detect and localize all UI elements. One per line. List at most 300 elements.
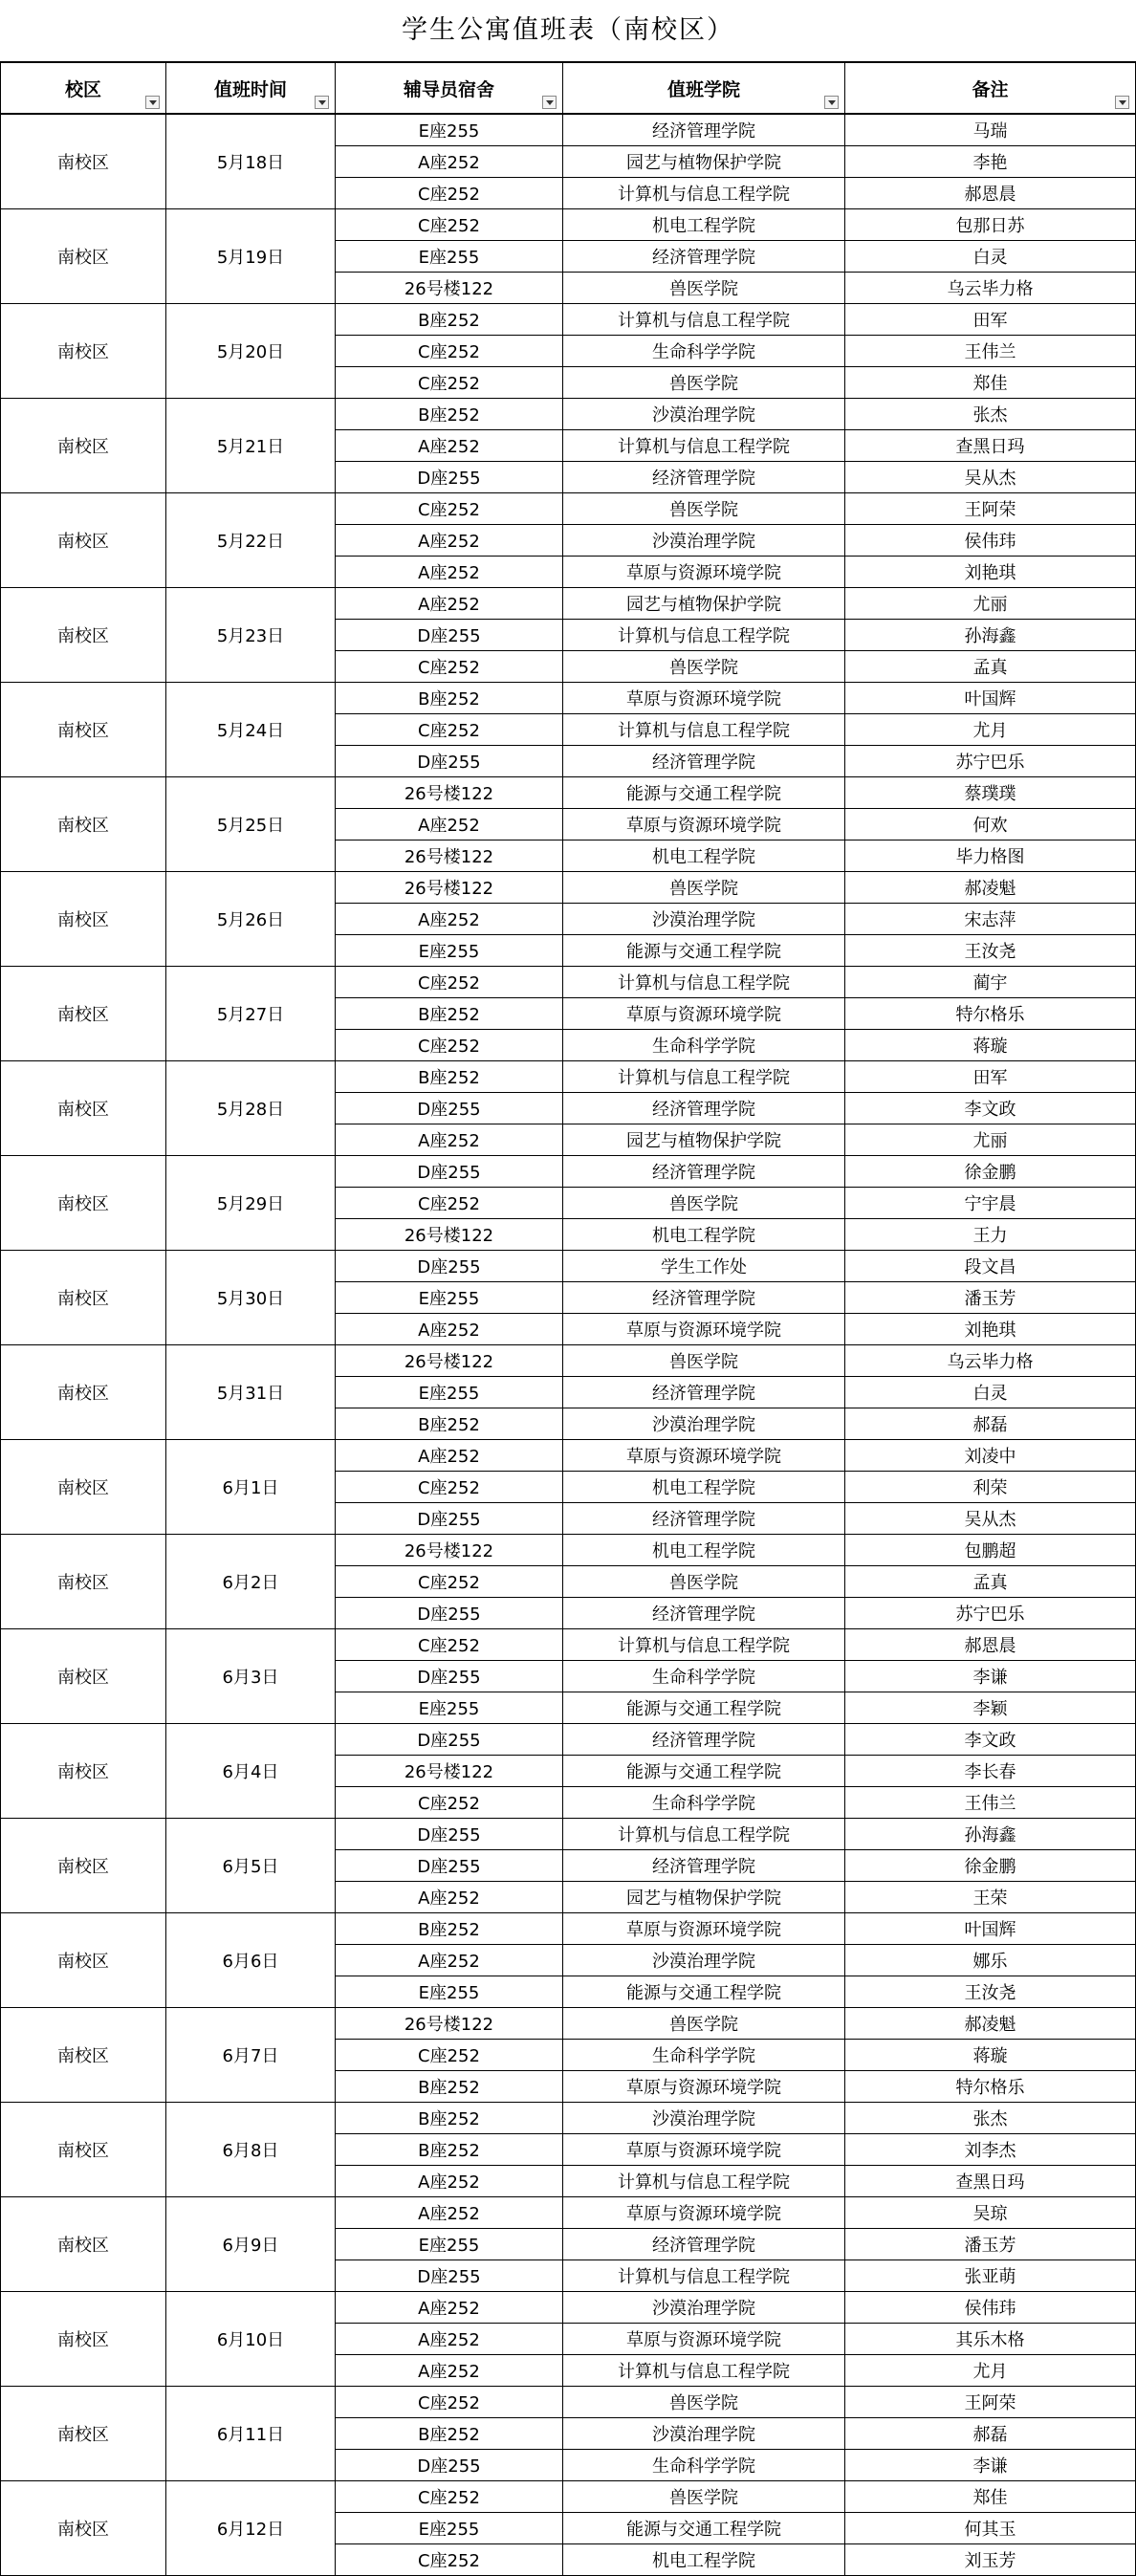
remark-cell[interactable]: 郝恩晨 bbox=[845, 178, 1136, 209]
table-row bbox=[1, 1440, 1136, 1472]
dorm-cell[interactable]: D座255 bbox=[336, 2260, 563, 2292]
campus-cell[interactable]: 南校区 bbox=[1, 399, 166, 493]
dorm-cell[interactable]: D座255 bbox=[336, 1598, 563, 1629]
college-cell[interactable]: 机电工程学院 bbox=[563, 1219, 845, 1251]
college-cell[interactable]: 计算机与信息工程学院 bbox=[563, 1629, 845, 1661]
dorm-cell[interactable]: C座252 bbox=[336, 2481, 563, 2513]
dorm-cell[interactable]: B座252 bbox=[336, 1408, 563, 1440]
college-cell[interactable]: 兽医学院 bbox=[563, 493, 845, 525]
dorm-cell[interactable]: D座255 bbox=[336, 462, 563, 493]
remark-cell[interactable]: 刘李杰 bbox=[845, 2134, 1136, 2166]
filter-dropdown-icon[interactable] bbox=[315, 96, 329, 109]
dorm-cell[interactable]: B座252 bbox=[336, 683, 563, 714]
dorm-cell[interactable]: D座255 bbox=[336, 2450, 563, 2481]
dorm-cell[interactable]: 26号楼122 bbox=[336, 840, 563, 872]
dorm-cell[interactable]: 26号楼122 bbox=[336, 273, 563, 304]
college-cell[interactable]: 能源与交通工程学院 bbox=[563, 1756, 845, 1787]
remark-cell[interactable]: 吴从杰 bbox=[845, 462, 1136, 493]
filter-dropdown-icon[interactable] bbox=[542, 96, 557, 109]
college-cell[interactable]: 经济管理学院 bbox=[563, 462, 845, 493]
dorm-cell[interactable]: B座252 bbox=[336, 2071, 563, 2103]
remark-cell[interactable]: 李文政 bbox=[845, 1724, 1136, 1756]
college-cell[interactable]: 经济管理学院 bbox=[563, 241, 845, 273]
campus-cell[interactable]: 南校区 bbox=[1, 2008, 166, 2103]
dorm-cell[interactable]: E座255 bbox=[336, 935, 563, 967]
date-cell[interactable]: 6月11日 bbox=[166, 2387, 336, 2481]
college-cell[interactable]: 兽医学院 bbox=[563, 1345, 845, 1377]
remark-cell[interactable]: 尤丽 bbox=[845, 1124, 1136, 1156]
college-cell[interactable]: 经济管理学院 bbox=[563, 1156, 845, 1188]
college-cell[interactable]: 经济管理学院 bbox=[563, 1598, 845, 1629]
dorm-cell[interactable]: E座255 bbox=[336, 1282, 563, 1314]
dorm-cell[interactable]: B座252 bbox=[336, 399, 563, 430]
remark-cell[interactable]: 蒋璇 bbox=[845, 2040, 1136, 2071]
dorm-cell[interactable]: C座252 bbox=[336, 2387, 563, 2418]
dorm-cell[interactable]: D座255 bbox=[336, 1156, 563, 1188]
college-cell[interactable]: 园艺与植物保护学院 bbox=[563, 588, 845, 620]
remark-cell[interactable]: 张杰 bbox=[845, 2103, 1136, 2134]
remark-cell[interactable]: 蔡璞璞 bbox=[845, 777, 1136, 809]
college-cell[interactable]: 经济管理学院 bbox=[563, 1503, 845, 1535]
college-cell[interactable]: 机电工程学院 bbox=[563, 1472, 845, 1503]
dorm-cell[interactable]: C座252 bbox=[336, 1472, 563, 1503]
remark-cell[interactable]: 刘玉芳 bbox=[845, 2544, 1136, 2576]
date-cell[interactable]: 5月31日 bbox=[166, 1345, 336, 1440]
date-cell[interactable]: 5月19日 bbox=[166, 209, 336, 304]
dorm-cell[interactable]: C座252 bbox=[336, 1030, 563, 1061]
college-cell[interactable]: 兽医学院 bbox=[563, 2008, 845, 2040]
college-cell[interactable]: 经济管理学院 bbox=[563, 1282, 845, 1314]
dorm-cell[interactable]: 26号楼122 bbox=[336, 777, 563, 809]
college-cell[interactable]: 沙漠治理学院 bbox=[563, 1945, 845, 1976]
dorm-cell[interactable]: B座252 bbox=[336, 1061, 563, 1093]
dorm-cell[interactable]: C座252 bbox=[336, 209, 563, 241]
date-cell[interactable]: 6月5日 bbox=[166, 1819, 336, 1913]
dorm-cell[interactable]: 26号楼122 bbox=[336, 2008, 563, 2040]
remark-cell[interactable]: 其乐木格 bbox=[845, 2324, 1136, 2355]
campus-cell[interactable]: 南校区 bbox=[1, 1156, 166, 1251]
column-header-college: 值班学院 bbox=[563, 62, 845, 114]
remark-cell[interactable]: 何其玉 bbox=[845, 2513, 1136, 2544]
college-cell[interactable]: 计算机与信息工程学院 bbox=[563, 2260, 845, 2292]
dorm-cell[interactable]: E座255 bbox=[336, 2229, 563, 2260]
remark-cell[interactable]: 郝恩晨 bbox=[845, 1629, 1136, 1661]
college-cell[interactable]: 能源与交通工程学院 bbox=[563, 935, 845, 967]
remark-cell[interactable]: 郑佳 bbox=[845, 2481, 1136, 2513]
remark-cell[interactable]: 吴琼 bbox=[845, 2197, 1136, 2229]
college-cell[interactable]: 计算机与信息工程学院 bbox=[563, 430, 845, 462]
campus-cell[interactable]: 南校区 bbox=[1, 1913, 166, 2008]
dorm-cell[interactable]: A座252 bbox=[336, 1882, 563, 1913]
dorm-cell[interactable]: A座252 bbox=[336, 1124, 563, 1156]
dorm-cell[interactable]: A座252 bbox=[336, 2166, 563, 2197]
remark-cell[interactable]: 田军 bbox=[845, 1061, 1136, 1093]
campus-cell[interactable]: 南校区 bbox=[1, 2387, 166, 2481]
remark-cell[interactable]: 王阿荣 bbox=[845, 493, 1136, 525]
remark-cell[interactable]: 毕力格图 bbox=[845, 840, 1136, 872]
date-cell[interactable]: 6月12日 bbox=[166, 2481, 336, 2576]
remark-cell[interactable]: 王伟兰 bbox=[845, 336, 1136, 367]
dorm-cell[interactable]: A座252 bbox=[336, 1945, 563, 1976]
college-cell[interactable]: 草原与资源环境学院 bbox=[563, 2071, 845, 2103]
dorm-cell[interactable]: C座252 bbox=[336, 2544, 563, 2576]
college-cell[interactable]: 计算机与信息工程学院 bbox=[563, 620, 845, 651]
college-cell[interactable]: 草原与资源环境学院 bbox=[563, 809, 845, 840]
dorm-cell[interactable]: B座252 bbox=[336, 998, 563, 1030]
remark-cell[interactable]: 马瑞 bbox=[845, 114, 1136, 146]
remark-cell[interactable]: 郝凌魁 bbox=[845, 872, 1136, 904]
college-cell[interactable]: 能源与交通工程学院 bbox=[563, 1976, 845, 2008]
college-cell[interactable]: 机电工程学院 bbox=[563, 1535, 845, 1566]
college-cell[interactable]: 计算机与信息工程学院 bbox=[563, 714, 845, 746]
college-cell[interactable]: 计算机与信息工程学院 bbox=[563, 304, 845, 336]
campus-cell[interactable]: 南校区 bbox=[1, 1345, 166, 1440]
college-cell[interactable]: 草原与资源环境学院 bbox=[563, 1440, 845, 1472]
remark-cell[interactable]: 乌云毕力格 bbox=[845, 1345, 1136, 1377]
college-cell[interactable]: 经济管理学院 bbox=[563, 1850, 845, 1882]
remark-cell[interactable]: 孙海鑫 bbox=[845, 620, 1136, 651]
date-cell[interactable]: 5月23日 bbox=[166, 588, 336, 683]
college-cell[interactable]: 草原与资源环境学院 bbox=[563, 998, 845, 1030]
dorm-cell[interactable]: A座252 bbox=[336, 430, 563, 462]
remark-cell[interactable]: 利荣 bbox=[845, 1472, 1136, 1503]
remark-cell[interactable]: 特尔格乐 bbox=[845, 2071, 1136, 2103]
remark-cell[interactable]: 潘玉芳 bbox=[845, 1282, 1136, 1314]
college-cell[interactable]: 沙漠治理学院 bbox=[563, 2418, 845, 2450]
dorm-cell[interactable]: C座252 bbox=[336, 367, 563, 399]
college-cell[interactable]: 兽医学院 bbox=[563, 273, 845, 304]
dorm-cell[interactable]: C座252 bbox=[336, 1188, 563, 1219]
remark-cell[interactable]: 苏宁巴乐 bbox=[845, 746, 1136, 777]
college-cell[interactable]: 兽医学院 bbox=[563, 367, 845, 399]
college-cell[interactable]: 经济管理学院 bbox=[563, 1724, 845, 1756]
remark-cell[interactable]: 李文政 bbox=[845, 1093, 1136, 1124]
dorm-cell[interactable]: A座252 bbox=[336, 588, 563, 620]
college-cell[interactable]: 草原与资源环境学院 bbox=[563, 2324, 845, 2355]
dorm-cell[interactable]: E座255 bbox=[336, 114, 563, 146]
college-cell[interactable]: 草原与资源环境学院 bbox=[563, 1913, 845, 1945]
college-cell[interactable]: 兽医学院 bbox=[563, 651, 845, 683]
dorm-cell[interactable]: C座252 bbox=[336, 967, 563, 998]
date-cell[interactable]: 5月22日 bbox=[166, 493, 336, 588]
college-cell[interactable]: 经济管理学院 bbox=[563, 1093, 845, 1124]
dorm-cell[interactable]: C座252 bbox=[336, 1629, 563, 1661]
remark-cell[interactable]: 孟真 bbox=[845, 651, 1136, 683]
college-cell[interactable]: 生命科学学院 bbox=[563, 2040, 845, 2071]
remark-cell[interactable]: 刘艳琪 bbox=[845, 1314, 1136, 1345]
dorm-cell[interactable]: E座255 bbox=[336, 1692, 563, 1724]
dorm-cell[interactable]: D座255 bbox=[336, 1850, 563, 1882]
dorm-cell[interactable]: A座252 bbox=[336, 809, 563, 840]
campus-cell[interactable]: 南校区 bbox=[1, 777, 166, 872]
college-cell[interactable]: 园艺与植物保护学院 bbox=[563, 1124, 845, 1156]
remark-cell[interactable]: 娜乐 bbox=[845, 1945, 1136, 1976]
date-cell[interactable]: 5月28日 bbox=[166, 1061, 336, 1156]
dorm-cell[interactable]: A座252 bbox=[336, 904, 563, 935]
date-cell[interactable]: 6月9日 bbox=[166, 2197, 336, 2292]
remark-cell[interactable]: 李长春 bbox=[845, 1756, 1136, 1787]
college-cell[interactable]: 生命科学学院 bbox=[563, 1787, 845, 1819]
date-cell[interactable]: 6月4日 bbox=[166, 1724, 336, 1819]
filter-dropdown-icon[interactable] bbox=[145, 96, 160, 109]
dorm-cell[interactable]: C座252 bbox=[336, 651, 563, 683]
college-cell[interactable]: 经济管理学院 bbox=[563, 746, 845, 777]
college-cell[interactable]: 计算机与信息工程学院 bbox=[563, 178, 845, 209]
college-cell[interactable]: 兽医学院 bbox=[563, 1188, 845, 1219]
remark-cell[interactable]: 潘玉芳 bbox=[845, 2229, 1136, 2260]
remark-cell[interactable]: 尤月 bbox=[845, 2355, 1136, 2387]
college-cell[interactable]: 生命科学学院 bbox=[563, 2450, 845, 2481]
dorm-cell[interactable]: A座252 bbox=[336, 2197, 563, 2229]
table-row bbox=[1, 588, 1136, 620]
remark-cell[interactable]: 白灵 bbox=[845, 241, 1136, 273]
campus-cell[interactable]: 南校区 bbox=[1, 2103, 166, 2197]
remark-cell[interactable]: 侯伟玮 bbox=[845, 2292, 1136, 2324]
dorm-cell[interactable]: B座252 bbox=[336, 304, 563, 336]
remark-cell[interactable]: 查黑日玛 bbox=[845, 430, 1136, 462]
date-cell[interactable]: 5月26日 bbox=[166, 872, 336, 967]
campus-cell[interactable]: 南校区 bbox=[1, 1819, 166, 1913]
college-cell[interactable]: 沙漠治理学院 bbox=[563, 399, 845, 430]
remark-cell[interactable]: 叶国辉 bbox=[845, 1913, 1136, 1945]
date-cell[interactable]: 5月27日 bbox=[166, 967, 336, 1061]
date-cell[interactable]: 6月6日 bbox=[166, 1913, 336, 2008]
college-cell[interactable]: 计算机与信息工程学院 bbox=[563, 2166, 845, 2197]
table-body bbox=[1, 114, 1136, 2576]
campus-cell[interactable]: 南校区 bbox=[1, 967, 166, 1061]
college-cell[interactable]: 能源与交通工程学院 bbox=[563, 777, 845, 809]
college-cell[interactable]: 能源与交通工程学院 bbox=[563, 1692, 845, 1724]
remark-cell[interactable]: 孙海鑫 bbox=[845, 1819, 1136, 1850]
college-cell[interactable]: 沙漠治理学院 bbox=[563, 2292, 845, 2324]
dorm-cell[interactable]: B座252 bbox=[336, 2418, 563, 2450]
college-cell[interactable]: 沙漠治理学院 bbox=[563, 2103, 845, 2134]
remark-cell[interactable]: 郝磊 bbox=[845, 1408, 1136, 1440]
dorm-cell[interactable]: B座252 bbox=[336, 2103, 563, 2134]
remark-cell[interactable]: 张杰 bbox=[845, 399, 1136, 430]
college-cell[interactable]: 草原与资源环境学院 bbox=[563, 2134, 845, 2166]
sheet-title: 学生公寓值班表（南校区） bbox=[402, 15, 734, 45]
filter-dropdown-icon[interactable] bbox=[824, 96, 839, 109]
date-cell[interactable]: 5月30日 bbox=[166, 1251, 336, 1345]
college-cell[interactable]: 兽医学院 bbox=[563, 2481, 845, 2513]
dorm-cell[interactable]: A座252 bbox=[336, 525, 563, 557]
college-cell[interactable]: 计算机与信息工程学院 bbox=[563, 1819, 845, 1850]
campus-cell[interactable]: 南校区 bbox=[1, 1440, 166, 1535]
dorm-cell[interactable]: D座255 bbox=[336, 1503, 563, 1535]
dorm-cell[interactable]: C座252 bbox=[336, 714, 563, 746]
remark-cell[interactable]: 吴从杰 bbox=[845, 1503, 1136, 1535]
remark-cell[interactable]: 王荣 bbox=[845, 1882, 1136, 1913]
college-cell[interactable]: 沙漠治理学院 bbox=[563, 525, 845, 557]
campus-cell[interactable]: 南校区 bbox=[1, 2197, 166, 2292]
college-cell[interactable]: 园艺与植物保护学院 bbox=[563, 1882, 845, 1913]
college-cell[interactable]: 生命科学学院 bbox=[563, 1661, 845, 1692]
date-cell[interactable]: 5月21日 bbox=[166, 399, 336, 493]
dorm-cell[interactable]: E座255 bbox=[336, 1377, 563, 1408]
college-cell[interactable]: 生命科学学院 bbox=[563, 336, 845, 367]
college-cell[interactable]: 兽医学院 bbox=[563, 2387, 845, 2418]
dorm-cell[interactable]: D座255 bbox=[336, 1093, 563, 1124]
filter-dropdown-icon[interactable] bbox=[1115, 96, 1129, 109]
dorm-cell[interactable]: D座255 bbox=[336, 1251, 563, 1282]
campus-cell[interactable]: 南校区 bbox=[1, 1251, 166, 1345]
remark-cell[interactable]: 刘凌中 bbox=[845, 1440, 1136, 1472]
campus-cell[interactable]: 南校区 bbox=[1, 1061, 166, 1156]
dorm-cell[interactable]: A座252 bbox=[336, 2324, 563, 2355]
campus-cell[interactable]: 南校区 bbox=[1, 2292, 166, 2387]
remark-cell[interactable]: 郝磊 bbox=[845, 2418, 1136, 2450]
remark-cell[interactable]: 李谦 bbox=[845, 2450, 1136, 2481]
remark-cell[interactable]: 蒋璇 bbox=[845, 1030, 1136, 1061]
date-cell[interactable]: 5月29日 bbox=[166, 1156, 336, 1251]
remark-cell[interactable]: 徐金鹏 bbox=[845, 1156, 1136, 1188]
dorm-cell[interactable]: E座255 bbox=[336, 1976, 563, 2008]
dorm-cell[interactable]: C座252 bbox=[336, 493, 563, 525]
college-cell[interactable]: 园艺与植物保护学院 bbox=[563, 146, 845, 178]
dorm-cell[interactable]: C座252 bbox=[336, 178, 563, 209]
dorm-cell[interactable]: D座255 bbox=[336, 1819, 563, 1850]
dorm-cell[interactable]: C座252 bbox=[336, 1566, 563, 1598]
date-cell[interactable]: 6月2日 bbox=[166, 1535, 336, 1629]
remark-cell[interactable]: 包那日苏 bbox=[845, 209, 1136, 241]
dorm-cell[interactable]: A座252 bbox=[336, 2292, 563, 2324]
column-header-remark: 备注 bbox=[845, 62, 1136, 114]
remark-cell[interactable]: 张亚萌 bbox=[845, 2260, 1136, 2292]
college-cell[interactable]: 计算机与信息工程学院 bbox=[563, 1061, 845, 1093]
remark-cell[interactable]: 田军 bbox=[845, 304, 1136, 336]
remark-cell[interactable]: 宁宇晨 bbox=[845, 1188, 1136, 1219]
dorm-cell[interactable]: A座252 bbox=[336, 146, 563, 178]
remark-cell[interactable]: 包鹏超 bbox=[845, 1535, 1136, 1566]
dorm-cell[interactable]: D座255 bbox=[336, 620, 563, 651]
dorm-cell[interactable]: A座252 bbox=[336, 1314, 563, 1345]
college-cell[interactable]: 经济管理学院 bbox=[563, 2229, 845, 2260]
college-cell[interactable]: 草原与资源环境学院 bbox=[563, 683, 845, 714]
remark-cell[interactable]: 徐金鹏 bbox=[845, 1850, 1136, 1882]
dorm-cell[interactable]: B座252 bbox=[336, 1913, 563, 1945]
dorm-cell[interactable]: 26号楼122 bbox=[336, 1756, 563, 1787]
dorm-cell[interactable]: D座255 bbox=[336, 1661, 563, 1692]
college-cell[interactable]: 计算机与信息工程学院 bbox=[563, 967, 845, 998]
dorm-cell[interactable]: E座255 bbox=[336, 241, 563, 273]
dorm-cell[interactable]: D座255 bbox=[336, 1724, 563, 1756]
college-cell[interactable]: 草原与资源环境学院 bbox=[563, 2197, 845, 2229]
remark-cell[interactable]: 王伟兰 bbox=[845, 1787, 1136, 1819]
dorm-cell[interactable]: B座252 bbox=[336, 2134, 563, 2166]
dorm-cell[interactable]: A座252 bbox=[336, 1440, 563, 1472]
remark-cell[interactable]: 尤丽 bbox=[845, 588, 1136, 620]
remark-cell[interactable]: 王汝尧 bbox=[845, 935, 1136, 967]
campus-cell[interactable]: 南校区 bbox=[1, 114, 166, 209]
remark-cell[interactable]: 郑佳 bbox=[845, 367, 1136, 399]
remark-cell[interactable]: 王阿荣 bbox=[845, 2387, 1136, 2418]
campus-cell[interactable]: 南校区 bbox=[1, 588, 166, 683]
date-cell[interactable]: 6月10日 bbox=[166, 2292, 336, 2387]
college-cell[interactable]: 生命科学学院 bbox=[563, 1030, 845, 1061]
remark-cell[interactable]: 蔺宇 bbox=[845, 967, 1136, 998]
college-cell[interactable]: 机电工程学院 bbox=[563, 209, 845, 241]
remark-cell[interactable]: 刘艳琪 bbox=[845, 557, 1136, 588]
college-cell[interactable]: 草原与资源环境学院 bbox=[563, 1314, 845, 1345]
campus-cell[interactable]: 南校区 bbox=[1, 1724, 166, 1819]
college-cell[interactable]: 兽医学院 bbox=[563, 872, 845, 904]
date-cell[interactable]: 5月18日 bbox=[166, 114, 336, 209]
dorm-cell[interactable]: C座252 bbox=[336, 2040, 563, 2071]
college-cell[interactable]: 机电工程学院 bbox=[563, 2544, 845, 2576]
campus-cell[interactable]: 南校区 bbox=[1, 493, 166, 588]
dorm-cell[interactable]: D座255 bbox=[336, 746, 563, 777]
remark-cell[interactable]: 尤月 bbox=[845, 714, 1136, 746]
remark-cell[interactable]: 特尔格乐 bbox=[845, 998, 1136, 1030]
college-cell[interactable]: 兽医学院 bbox=[563, 1566, 845, 1598]
remark-cell[interactable]: 宋志萍 bbox=[845, 904, 1136, 935]
remark-cell[interactable]: 叶国辉 bbox=[845, 683, 1136, 714]
remark-cell[interactable]: 段文昌 bbox=[845, 1251, 1136, 1282]
date-cell[interactable]: 5月24日 bbox=[166, 683, 336, 777]
college-cell[interactable]: 机电工程学院 bbox=[563, 840, 845, 872]
dorm-cell[interactable]: A座252 bbox=[336, 557, 563, 588]
date-cell[interactable]: 6月8日 bbox=[166, 2103, 336, 2197]
college-cell[interactable]: 计算机与信息工程学院 bbox=[563, 2355, 845, 2387]
college-cell[interactable]: 沙漠治理学院 bbox=[563, 904, 845, 935]
campus-cell[interactable]: 南校区 bbox=[1, 209, 166, 304]
remark-cell[interactable]: 李颖 bbox=[845, 1692, 1136, 1724]
college-cell[interactable]: 经济管理学院 bbox=[563, 1377, 845, 1408]
date-cell[interactable]: 5月20日 bbox=[166, 304, 336, 399]
table-row bbox=[1, 1629, 1136, 1661]
table-row bbox=[1, 209, 1136, 241]
dorm-cell[interactable]: 26号楼122 bbox=[336, 872, 563, 904]
college-cell[interactable]: 草原与资源环境学院 bbox=[563, 557, 845, 588]
remark-cell[interactable]: 侯伟玮 bbox=[845, 525, 1136, 557]
remark-cell[interactable]: 李谦 bbox=[845, 1661, 1136, 1692]
remark-cell[interactable]: 王汝尧 bbox=[845, 1976, 1136, 2008]
campus-cell[interactable]: 南校区 bbox=[1, 872, 166, 967]
remark-cell[interactable]: 郝凌魁 bbox=[845, 2008, 1136, 2040]
date-cell[interactable]: 6月1日 bbox=[166, 1440, 336, 1535]
date-cell[interactable]: 5月25日 bbox=[166, 777, 336, 872]
dorm-cell[interactable]: E座255 bbox=[336, 2513, 563, 2544]
college-cell[interactable]: 能源与交通工程学院 bbox=[563, 2513, 845, 2544]
college-cell[interactable]: 沙漠治理学院 bbox=[563, 1408, 845, 1440]
campus-cell[interactable]: 南校区 bbox=[1, 2481, 166, 2576]
dorm-cell[interactable]: 26号楼122 bbox=[336, 1535, 563, 1566]
campus-cell[interactable]: 南校区 bbox=[1, 1535, 166, 1629]
remark-cell[interactable]: 乌云毕力格 bbox=[845, 273, 1136, 304]
dorm-cell[interactable]: 26号楼122 bbox=[336, 1345, 563, 1377]
remark-cell[interactable]: 王力 bbox=[845, 1219, 1136, 1251]
remark-cell[interactable]: 何欢 bbox=[845, 809, 1136, 840]
college-cell[interactable]: 学生工作处 bbox=[563, 1251, 845, 1282]
campus-cell[interactable]: 南校区 bbox=[1, 304, 166, 399]
dorm-cell[interactable]: 26号楼122 bbox=[336, 1219, 563, 1251]
remark-cell[interactable]: 李艳 bbox=[845, 146, 1136, 178]
date-cell[interactable]: 6月7日 bbox=[166, 2008, 336, 2103]
dorm-cell[interactable]: C座252 bbox=[336, 1787, 563, 1819]
campus-cell[interactable]: 南校区 bbox=[1, 1629, 166, 1724]
date-cell[interactable]: 6月3日 bbox=[166, 1629, 336, 1724]
remark-cell[interactable]: 苏宁巴乐 bbox=[845, 1598, 1136, 1629]
table-row bbox=[1, 967, 1136, 998]
campus-cell[interactable]: 南校区 bbox=[1, 683, 166, 777]
dorm-cell[interactable]: A座252 bbox=[336, 2355, 563, 2387]
remark-cell[interactable]: 白灵 bbox=[845, 1377, 1136, 1408]
remark-cell[interactable]: 查黑日玛 bbox=[845, 2166, 1136, 2197]
dorm-cell[interactable]: C座252 bbox=[336, 336, 563, 367]
college-cell[interactable]: 经济管理学院 bbox=[563, 114, 845, 146]
remark-cell[interactable]: 孟真 bbox=[845, 1566, 1136, 1598]
